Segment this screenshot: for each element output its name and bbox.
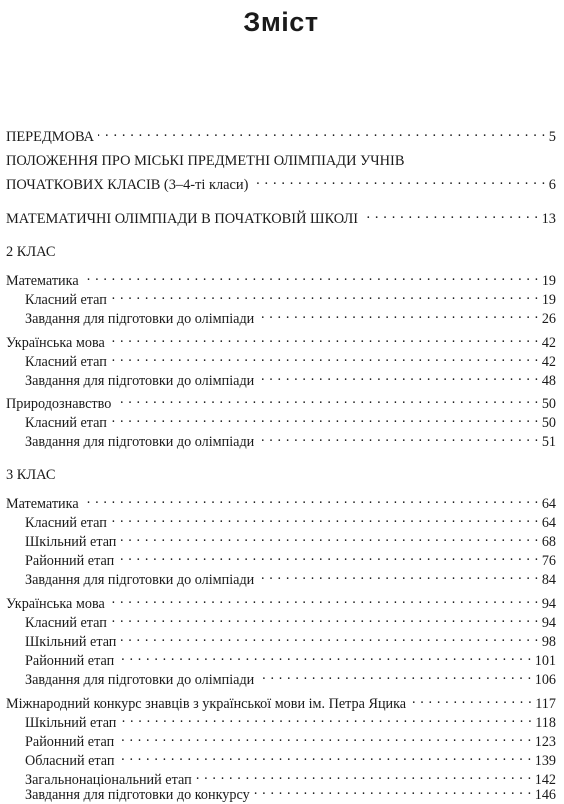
section-heading-grade2: 2 КЛАС — [6, 244, 56, 260]
toc-entry-page: 118 — [535, 715, 556, 731]
toc-entry-label: Завдання для підготовки до олімпіади — [25, 434, 255, 450]
leader-dots — [258, 305, 539, 323]
toc-entry-label: Класний етап — [25, 292, 107, 308]
leader-dots — [120, 709, 532, 727]
toc-item[interactable] — [6, 781, 556, 804]
toc-entry-page: 94 — [541, 596, 556, 612]
toc-entry-label: Шкільний етап — [25, 534, 117, 550]
toc-entry-label: Завдання для підготовки до олімпіади — [25, 672, 255, 688]
toc-entry-preface[interactable] — [6, 123, 556, 146]
leader-dots — [258, 566, 539, 584]
leader-dots — [98, 123, 546, 141]
toc-entry-page: 146 — [534, 787, 556, 803]
leader-dots — [109, 329, 539, 347]
page-title: Зміст — [243, 7, 319, 37]
leader-dots — [258, 666, 531, 684]
toc-entry-label: Класний етап — [25, 515, 107, 531]
toc-entry-page: 19 — [541, 292, 556, 308]
toc-entry-label: Обласний етап — [25, 753, 115, 769]
toc-entry-label: Міжнародний конкурс знавців з української мови ім. Петра Яцика — [6, 696, 407, 712]
leader-dots — [362, 205, 539, 223]
toc-entry-label: Завдання для підготовки до олімпіади — [25, 373, 255, 389]
toc-entry-page: 13 — [541, 211, 556, 227]
section-heading-grade3: 3 КЛАС — [6, 467, 56, 483]
toc-entry-regulations[interactable] — [6, 171, 556, 194]
toc-entry-page: 19 — [541, 273, 556, 289]
toc-entry-page: 5 — [548, 129, 556, 145]
toc-entry-label: Класний етап — [25, 615, 107, 631]
toc-entry-label: ПЕРЕДМОВА — [6, 129, 95, 145]
toc-entry-label: Районний етап — [25, 734, 115, 750]
toc-entry-label: Районний етап — [25, 653, 115, 669]
toc-entry-label: Класний етап — [25, 354, 107, 370]
toc-entry-page: 64 — [541, 496, 556, 512]
toc-entry-page: 6 — [548, 177, 556, 193]
leader-dots — [258, 367, 539, 385]
leader-dots — [111, 286, 539, 304]
toc-entry-page: 101 — [534, 653, 556, 669]
toc-entry-page: 48 — [541, 373, 556, 389]
toc-entry-page: 64 — [541, 515, 556, 531]
toc-entry-label: Завдання для підготовки до олімпіади — [25, 311, 255, 327]
toc-entry-label: Завдання для підготовки до олімпіади — [25, 572, 255, 588]
toc-entry-page: 142 — [534, 772, 556, 788]
toc-entry-page: 98 — [541, 634, 556, 650]
toc-item[interactable] — [6, 305, 556, 328]
toc-entry-page: 42 — [541, 354, 556, 370]
toc-entry-page: 106 — [534, 672, 556, 688]
toc-entry-label: Шкільний етап — [25, 715, 117, 731]
toc-item[interactable] — [6, 566, 556, 589]
leader-dots — [120, 528, 538, 546]
toc-entry-label: Українська мова — [6, 596, 105, 612]
toc-entry-label: МАТЕМАТИЧНІ ОЛІМПІАДИ В ПОЧАТКОВІЙ ШКОЛІ — [6, 211, 359, 227]
toc-entry-label: Природознавство — [6, 396, 112, 412]
leader-dots — [111, 409, 539, 427]
toc-entry-math-olympiads[interactable] — [6, 205, 556, 228]
leader-dots — [109, 590, 539, 608]
leader-dots — [258, 428, 539, 446]
toc-entry-page: 84 — [541, 572, 556, 588]
leader-dots — [83, 490, 539, 508]
toc-entry-label: Математика — [6, 273, 79, 289]
toc-entry-page: 50 — [541, 396, 556, 412]
toc-entry-label: Класний етап — [25, 415, 107, 431]
toc-entry-label: Загальнонаціональний етап — [25, 772, 192, 788]
toc-entry-page: 123 — [534, 734, 556, 750]
toc-entry-label: Математика — [6, 496, 79, 512]
leader-dots — [120, 628, 538, 646]
toc-entry-label: ПОЧАТКОВИХ КЛАСІВ (3–4-ті класи) — [6, 177, 249, 193]
toc-item[interactable] — [6, 367, 556, 390]
leader-dots — [410, 690, 532, 708]
leader-dots — [111, 609, 539, 627]
toc-entry-label: Завдання для підготовки до конкурсу — [25, 787, 250, 803]
toc-entry-page: 117 — [535, 696, 556, 712]
toc-entry-page: 42 — [541, 335, 556, 351]
leader-dots — [83, 267, 539, 285]
toc-entry-page: 26 — [541, 311, 556, 327]
leader-dots — [111, 509, 539, 527]
toc-entry-label: Районний етап — [25, 553, 115, 569]
toc-entry-label: Шкільний етап — [25, 634, 117, 650]
toc-item[interactable] — [6, 428, 556, 451]
toc-entry-regulations-line1[interactable]: ПОЛОЖЕННЯ ПРО МІСЬКІ ПРЕДМЕТНІ ОЛІМПІАДИ УЧНІВ — [6, 153, 405, 169]
leader-dots — [118, 647, 532, 665]
leader-dots — [111, 348, 539, 366]
toc-entry-page: 94 — [541, 615, 556, 631]
leader-dots — [118, 747, 531, 765]
toc-entry-page: 50 — [541, 415, 556, 431]
leader-dots — [252, 171, 545, 189]
toc-entry-label: Українська мова — [6, 335, 105, 351]
leader-dots — [254, 781, 532, 799]
toc-entry-page: 76 — [541, 553, 556, 569]
toc-entry-page: 51 — [541, 434, 556, 450]
toc-entry-page: 68 — [541, 534, 556, 550]
leader-dots — [118, 547, 539, 565]
toc-entry-page: 139 — [534, 753, 556, 769]
leader-dots — [118, 728, 532, 746]
toc-item[interactable] — [6, 666, 556, 689]
leader-dots — [115, 390, 538, 408]
